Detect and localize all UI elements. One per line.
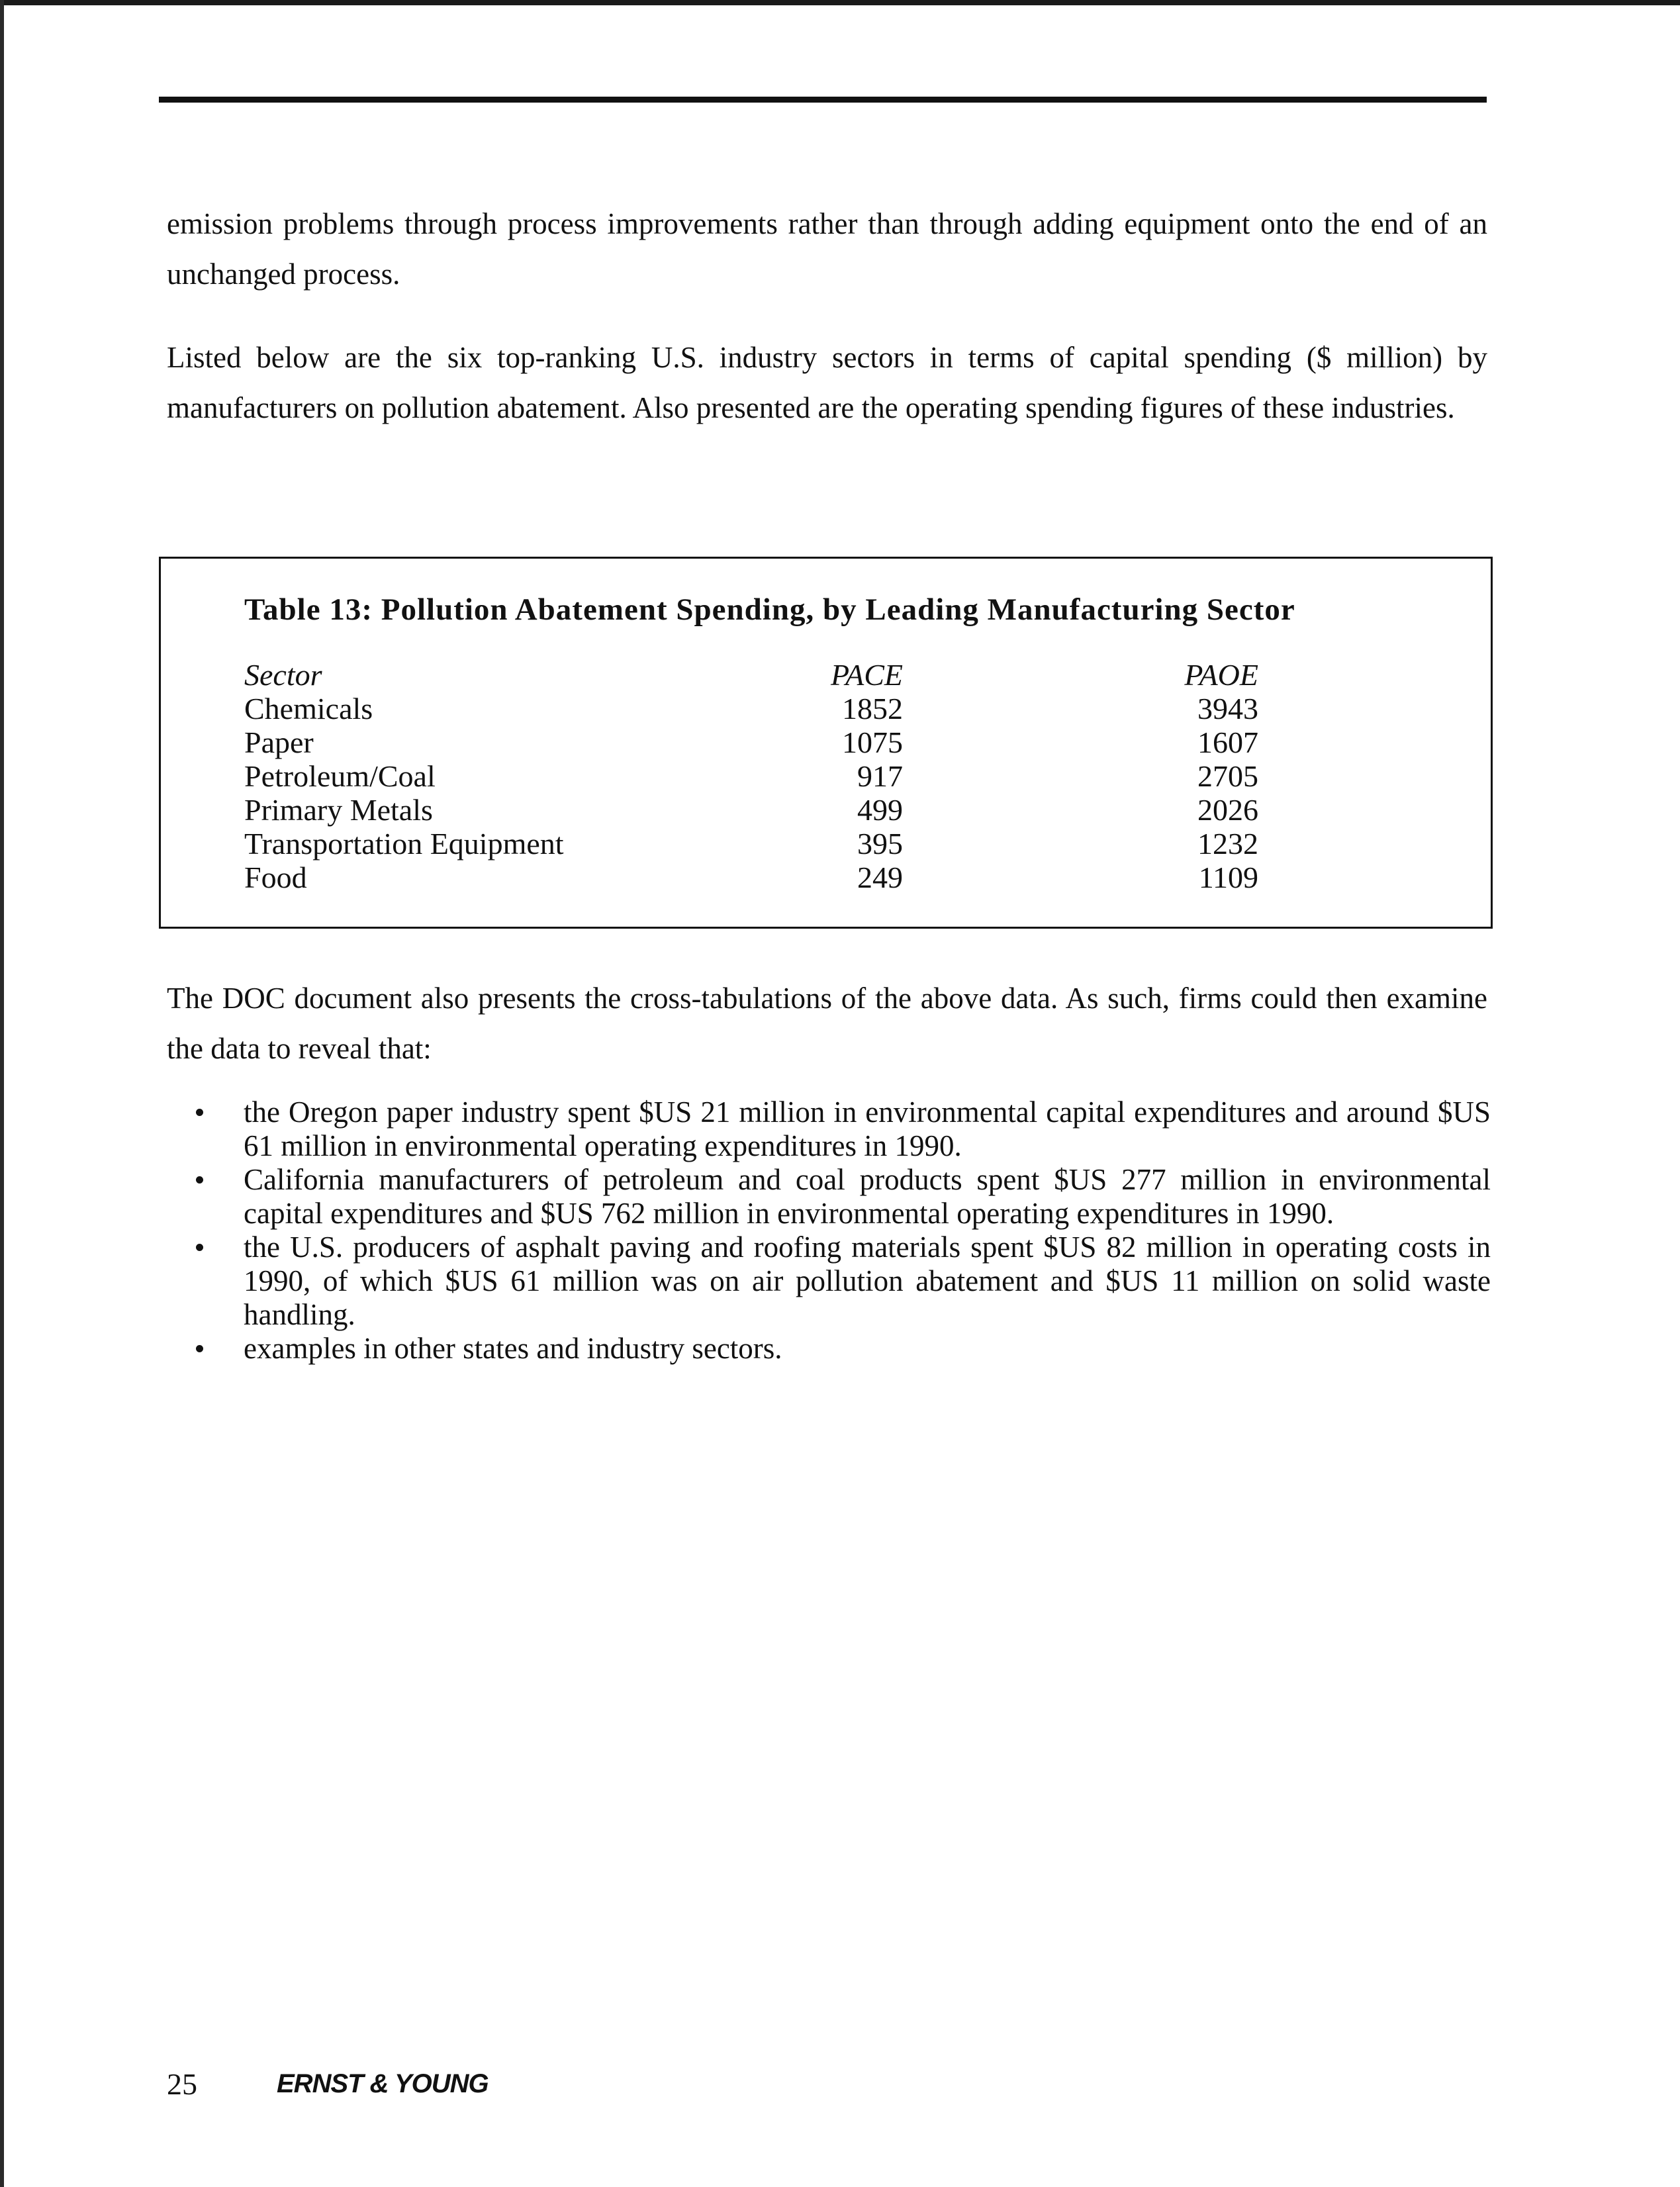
paragraph-cross-tabulation: The DOC document also presents the cross-tabulations of the above data. As such, firms could then examine the data to reveal that: — [167, 982, 1487, 1065]
list-item-text: examples in other states and industry sectors. — [244, 1332, 782, 1365]
cell-sector: Transportation Equipment — [244, 827, 564, 861]
cell-sector: Paper — [244, 725, 314, 759]
bullet-icon — [196, 1109, 203, 1116]
header-paoe: PAOE — [1184, 658, 1258, 692]
list-item — [167, 1163, 1491, 1231]
list-item — [167, 1332, 1491, 1366]
cell-sector: Chemicals — [244, 692, 373, 725]
table-header-row — [244, 658, 1416, 692]
table-body — [244, 658, 1416, 894]
table-row — [244, 827, 1416, 861]
cell-paoe: 2026 — [1197, 793, 1258, 827]
cell-sector: Petroleum/Coal — [244, 759, 436, 793]
table-row — [244, 759, 1416, 793]
list-item — [167, 1095, 1491, 1163]
cell-pace: 499 — [857, 793, 903, 827]
cell-pace: 1075 — [842, 725, 903, 759]
cell-paoe: 1607 — [1197, 725, 1258, 759]
list-item — [167, 1231, 1491, 1332]
page-number: 25 — [167, 2067, 197, 2101]
table-13 — [159, 557, 1493, 929]
findings-list — [167, 1095, 1491, 1366]
ernst-young-logo: ERNST & YOUNG — [277, 2069, 489, 2098]
header-sector: Sector — [244, 658, 322, 692]
list-item-text: California manufacturers of petroleum and coal products spent $US 277 million in environmental capital expenditures and $US 762 million in environmental operating expenditures in 1990. — [244, 1163, 1491, 1230]
header-rule — [159, 97, 1487, 103]
list-item-text: the Oregon paper industry spent $US 21 million in environmental capital expenditures and around $US 61 million in environmental operating expenditures in 1990. — [244, 1095, 1491, 1162]
paragraph-listing: Listed below are the six top-ranking U.S. industry sectors in terms of capital spending ($ million) by manufacturers on pollution abatement. Also presented are the operating spending figures of these industries. — [167, 341, 1487, 424]
cell-sector: Primary Metals — [244, 793, 433, 827]
bullet-icon — [196, 1244, 203, 1251]
table-title: Table 13: Pollution Abatement Spending, by Leading Manufacturing Sector — [244, 592, 1295, 627]
header-pace: PACE — [830, 658, 903, 692]
list-item-text: the U.S. producers of asphalt paving and roofing materials spent $US 82 million in operating costs in 1990, of which $US 61 million was on air pollution abatement and $US 11 million on solid waste handling. — [244, 1231, 1491, 1331]
table-row — [244, 725, 1416, 759]
bullet-icon — [196, 1176, 203, 1184]
scan-edge-left — [0, 0, 4, 2187]
cell-paoe: 2705 — [1197, 759, 1258, 793]
cell-pace: 249 — [857, 861, 903, 894]
cell-paoe: 3943 — [1197, 692, 1258, 725]
cell-paoe: 1232 — [1197, 827, 1258, 861]
scan-edge-top — [0, 0, 1680, 5]
cell-pace: 395 — [857, 827, 903, 861]
paragraph-intro: emission problems through process improvements rather than through adding equipment onto the end of an unchanged process. — [167, 207, 1487, 291]
cell-pace: 1852 — [842, 692, 903, 725]
bullet-icon — [196, 1345, 203, 1352]
cell-pace: 917 — [857, 759, 903, 793]
table-row — [244, 793, 1416, 827]
cell-paoe: 1109 — [1198, 861, 1258, 894]
table-row — [244, 692, 1416, 725]
table-row — [244, 861, 1416, 894]
cell-sector: Food — [244, 861, 307, 894]
